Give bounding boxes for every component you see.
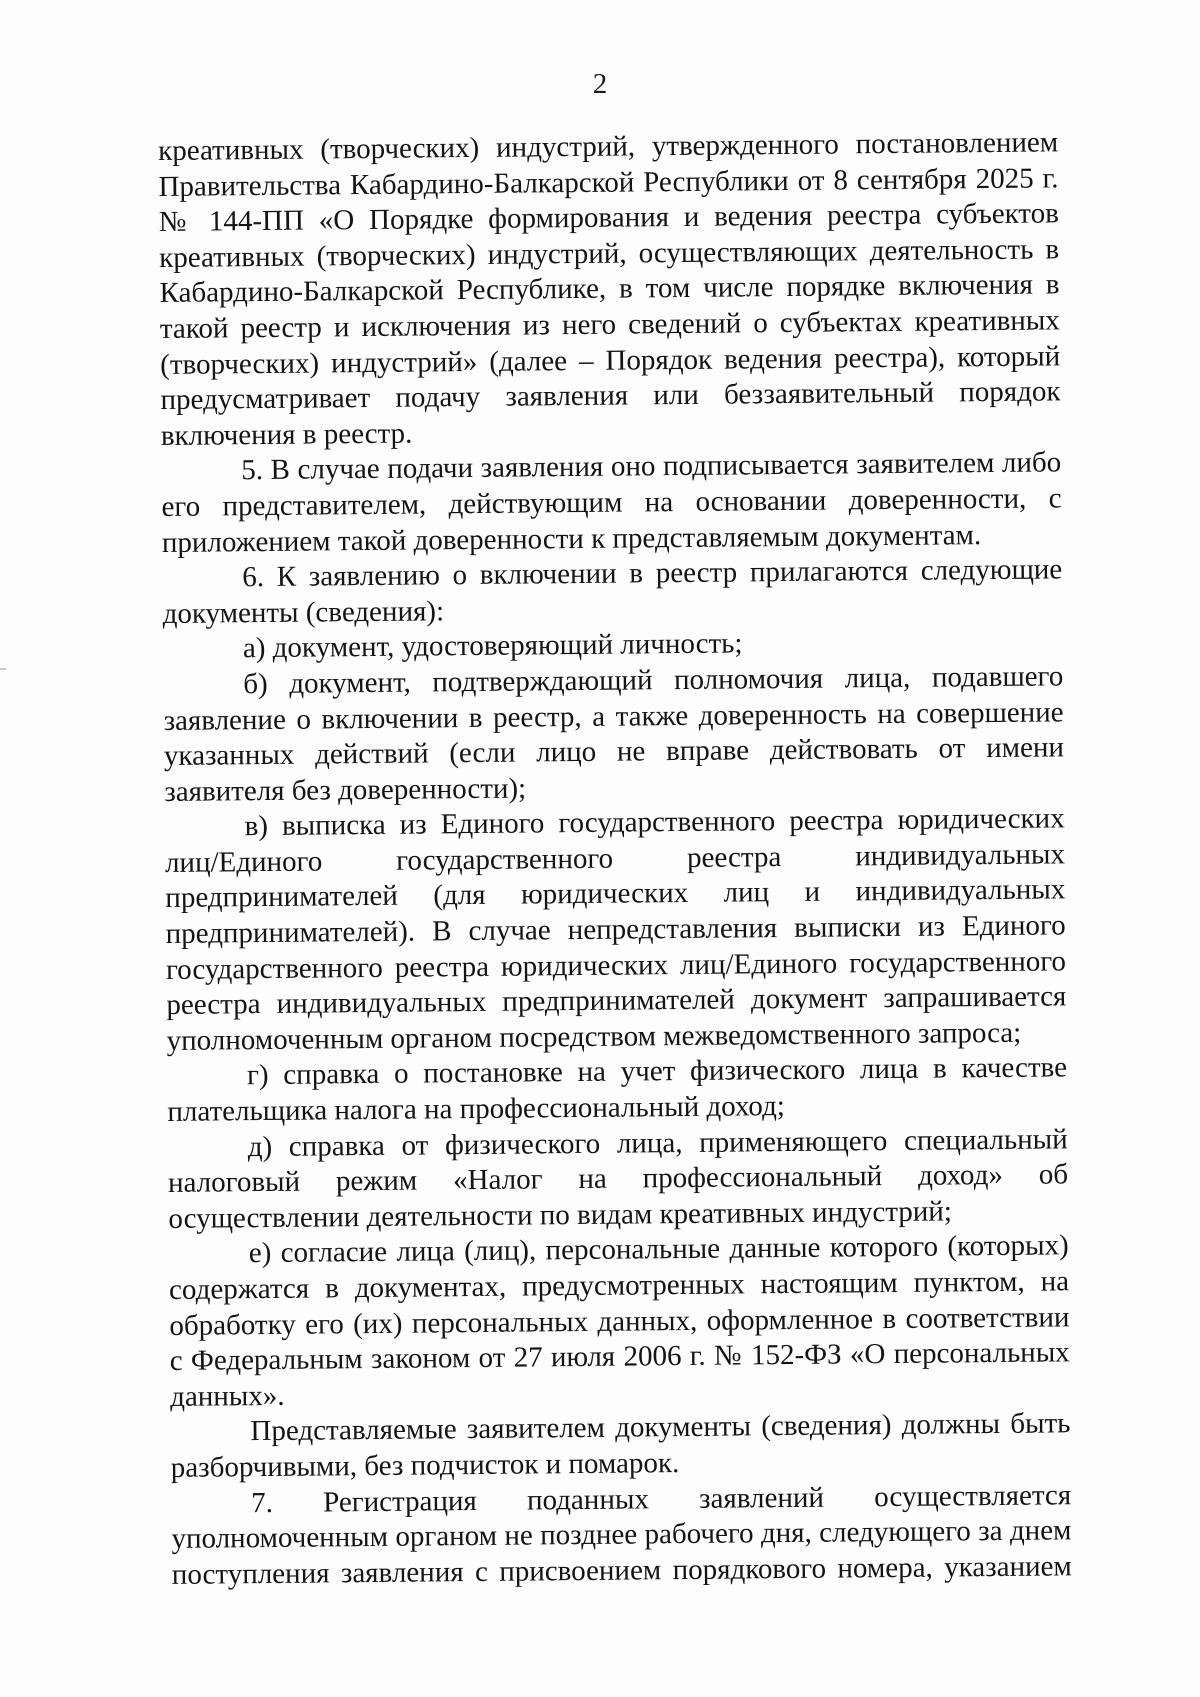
page-number: 2 bbox=[592, 68, 608, 100]
list-item-g: г) справка о постановке на учет физического лица в качестве плательщика налога на профессиональный доход; bbox=[167, 1051, 1068, 1128]
paragraph-documents-requirements: Представляемые заявителем документы (сведения) должны быть разборчивыми, без подчисток и помарок. bbox=[170, 1407, 1071, 1484]
paragraph-item-6: 6. К заявлению о включении в реестр прилагаются следующие документы (сведения): bbox=[162, 553, 1063, 630]
paragraph-continuation: креативных (творческих) индустрий, утвержденного постановлением Правительства Кабардино-Балкарской Республики от 8 сентября 2025 г. № 144-ПП «О Порядке формирования и ведения реестра субъектов креативных (творческих) индустрий, осуществляющих деятельность в Кабардино-Балкарской Республике, в том числе порядке включения в такой реестр и исключения из него сведений о субъектах креативных (творческих) индустрий» (далее – Порядок ведения реестра), который предусматривает подачу заявления или беззаявительный порядок включения в реестр. bbox=[158, 126, 1061, 452]
scan-artifact bbox=[0, 668, 6, 670]
list-item-a: а) документ, удостоверяющий личность; bbox=[242, 627, 743, 665]
list-item-b: б) документ, подтверждающий полномочия лица, подавшего заявление о включении в реестр, а также доверенность на совершение указанных действий (если лицо не вправе действовать от имени заявителя без доверенности); bbox=[163, 660, 1065, 808]
paragraph-item-5: 5. В случае подачи заявления оно подписывается заявителем либо его представителем, действующим на основании доверенности, с приложением такой доверенности к представляемым документам. bbox=[161, 446, 1062, 559]
list-item-v: в) выписка из Единого государственного реестра юридических лиц/Единого государственного реестра индивидуальных предпринимателей (для юридических лиц и индивидуальных предпринимателей). В случае непредставления выписки из Единого государственного реестра юридических лиц/Единого государственного реестра индивидуальных предпринимателей документ запрашивается уполномоченным органом посредством межведомственного запроса; bbox=[164, 802, 1067, 1057]
paragraph-item-7: 7. Регистрация поданных заявлений осуществляется уполномоченным органом не позднее рабочего дня, следующего за днем поступления заявления с присвоением порядкового номера, указанием bbox=[171, 1478, 1072, 1591]
document-body bbox=[158, 125, 1072, 1593]
list-item-e: е) согласие лица (лиц), персональные данные которого (которых) содержатся в документах, предусмотренных настоящим пунктом, на обработку его (их) персональных данных, оформленное в соответствии с Федеральным законом от 27 июля 2006 г. № 152-ФЗ «О персональных данных». bbox=[168, 1229, 1070, 1413]
list-item-d: д) справка от физического лица, применяющего специальный налоговый режим «Налог на профессиональный доход» об осуществлении деятельности по видам креативных индустрий; bbox=[167, 1122, 1069, 1235]
